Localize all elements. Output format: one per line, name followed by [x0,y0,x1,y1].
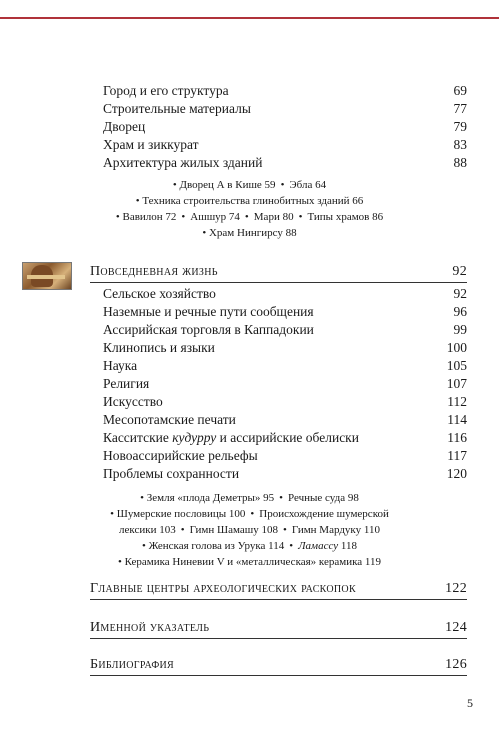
subtopic-italic[interactable]: Ламассу [298,540,339,552]
subtopic[interactable]: Керамика Ниневии V и «металлическая» керамика 119 [124,556,382,568]
section-divider [90,638,467,639]
entry-page: 77 [453,101,467,116]
subtopic[interactable]: Шумерские пословицы 100 [116,508,246,520]
subtopic[interactable]: Земля «плода Деметры» 95 [146,492,275,504]
entry-page: 105 [446,358,467,373]
subtopic[interactable]: Гимн Шамашу 108 [189,524,279,536]
subtopics-line: • Шумерские пословицы 100 • Происхождение шумерской [110,508,389,520]
entry-page: 120 [446,466,467,481]
subtopic[interactable]: лексики 103 [119,524,176,536]
entry-title: Религия [103,376,150,391]
entry-title: Ассирийская торговля в Каппадокии [103,322,314,337]
entry-title [103,429,359,446]
entry-page: 79 [453,119,467,134]
section-title: Библиография [90,657,175,672]
section-title: Главные центры археологических раскопок [90,581,356,596]
entry-page: 117 [447,448,467,463]
entry-title: Новоассирийские рельефы [103,448,258,463]
entry-page: 99 [453,322,467,337]
subtopic[interactable]: Храм Нингирсу 88 [208,227,297,239]
subtopics-line: • Техника строительства глинобитных зданий 66 [135,195,364,207]
section-title: Повседневная жизнь [90,264,218,279]
subtopics-line: • Вавилон 72 • Ашшур 74 • Мари 80 • Типы храмов 86 [115,211,384,223]
section-page: 122 [445,581,467,596]
entry-page: 83 [453,137,467,152]
subtopic[interactable]: Речные суда 98 [288,492,359,504]
section-page: 124 [445,620,467,635]
entry-title: Искусство [103,394,163,409]
subtopics-line: • Храм Нингирсу 88 [202,227,297,239]
subtopic[interactable]: Женская голова из Урука 114 [148,540,285,552]
section-divider [90,599,467,600]
entry-page: 69 [453,83,467,98]
subtopic[interactable]: Техника строительства глинобитных зданий 66 [142,195,364,207]
subtopic[interactable]: Типы храмов 86 [307,211,384,223]
subtopics-line: • Керамика Ниневии V и «металлическая» керамика 119 [117,556,382,568]
entry-title: Архитектура жилых зданий [103,155,263,170]
entry-page: 112 [447,394,467,409]
subtopic-page: 118 [338,540,357,552]
entry-page: 88 [453,155,467,170]
subtopic[interactable]: Происхождение шумерской [259,508,389,520]
subtopics-line: • Земля «плода Деметры» 95 • Речные суда 98 [140,492,359,504]
subtopic[interactable]: Вавилон 72 [122,211,177,223]
entry-title: Месопотамские печати [103,412,236,427]
subtopic[interactable]: Гимн Мардуку 110 [291,524,380,536]
entry-page: 114 [447,412,467,427]
subtopics-line: • Дворец А в Кише 59 • Эбла 64 [172,179,327,191]
entry-title-part: Касситские [103,430,173,445]
entry-title: Клинопись и языки [103,340,215,355]
entry-title: Сельское хозяйство [103,286,216,301]
subtopic[interactable]: Дворец А в Кише 59 [179,179,276,191]
section-divider [90,282,467,283]
section-thumbnail-image [22,262,72,290]
subtopic[interactable]: Ашшур 74 [190,211,240,223]
section-page: 126 [445,657,467,672]
page-number: 5 [467,696,473,710]
section-divider [90,675,467,676]
entry-title: Проблемы сохранности [103,466,240,481]
section-title: Именной указатель [90,620,210,635]
entry-page: 92 [453,286,467,301]
entry-title: Дворец [103,119,146,134]
entry-title: Строительные материалы [103,101,251,116]
entry-title: Наука [103,358,138,373]
subtopic[interactable]: Мари 80 [253,211,294,223]
entry-page: 96 [453,304,467,319]
top-accent-rule [0,17,499,19]
entry-page: 116 [447,430,467,445]
entry-page: 100 [446,340,467,355]
entry-title: Храм и зиккурат [103,137,199,152]
section-page: 92 [452,264,467,279]
entry-title: Наземные и речные пути сообщения [103,304,314,319]
entry-title: Город и его структура [103,83,229,98]
entry-title-part: и ассирийские обелиски [216,430,359,445]
subtopic[interactable]: Эбла 64 [289,179,327,191]
entry-title-italic: кудурру [172,430,217,445]
entry-page: 107 [446,376,467,391]
subtopics-line: лексики 103 • Гимн Шамашу 108 • Гимн Мардуку 110 [119,524,380,536]
subtopics-line: • Женская голова из Урука 114 • Ламассу 118 [141,540,357,552]
